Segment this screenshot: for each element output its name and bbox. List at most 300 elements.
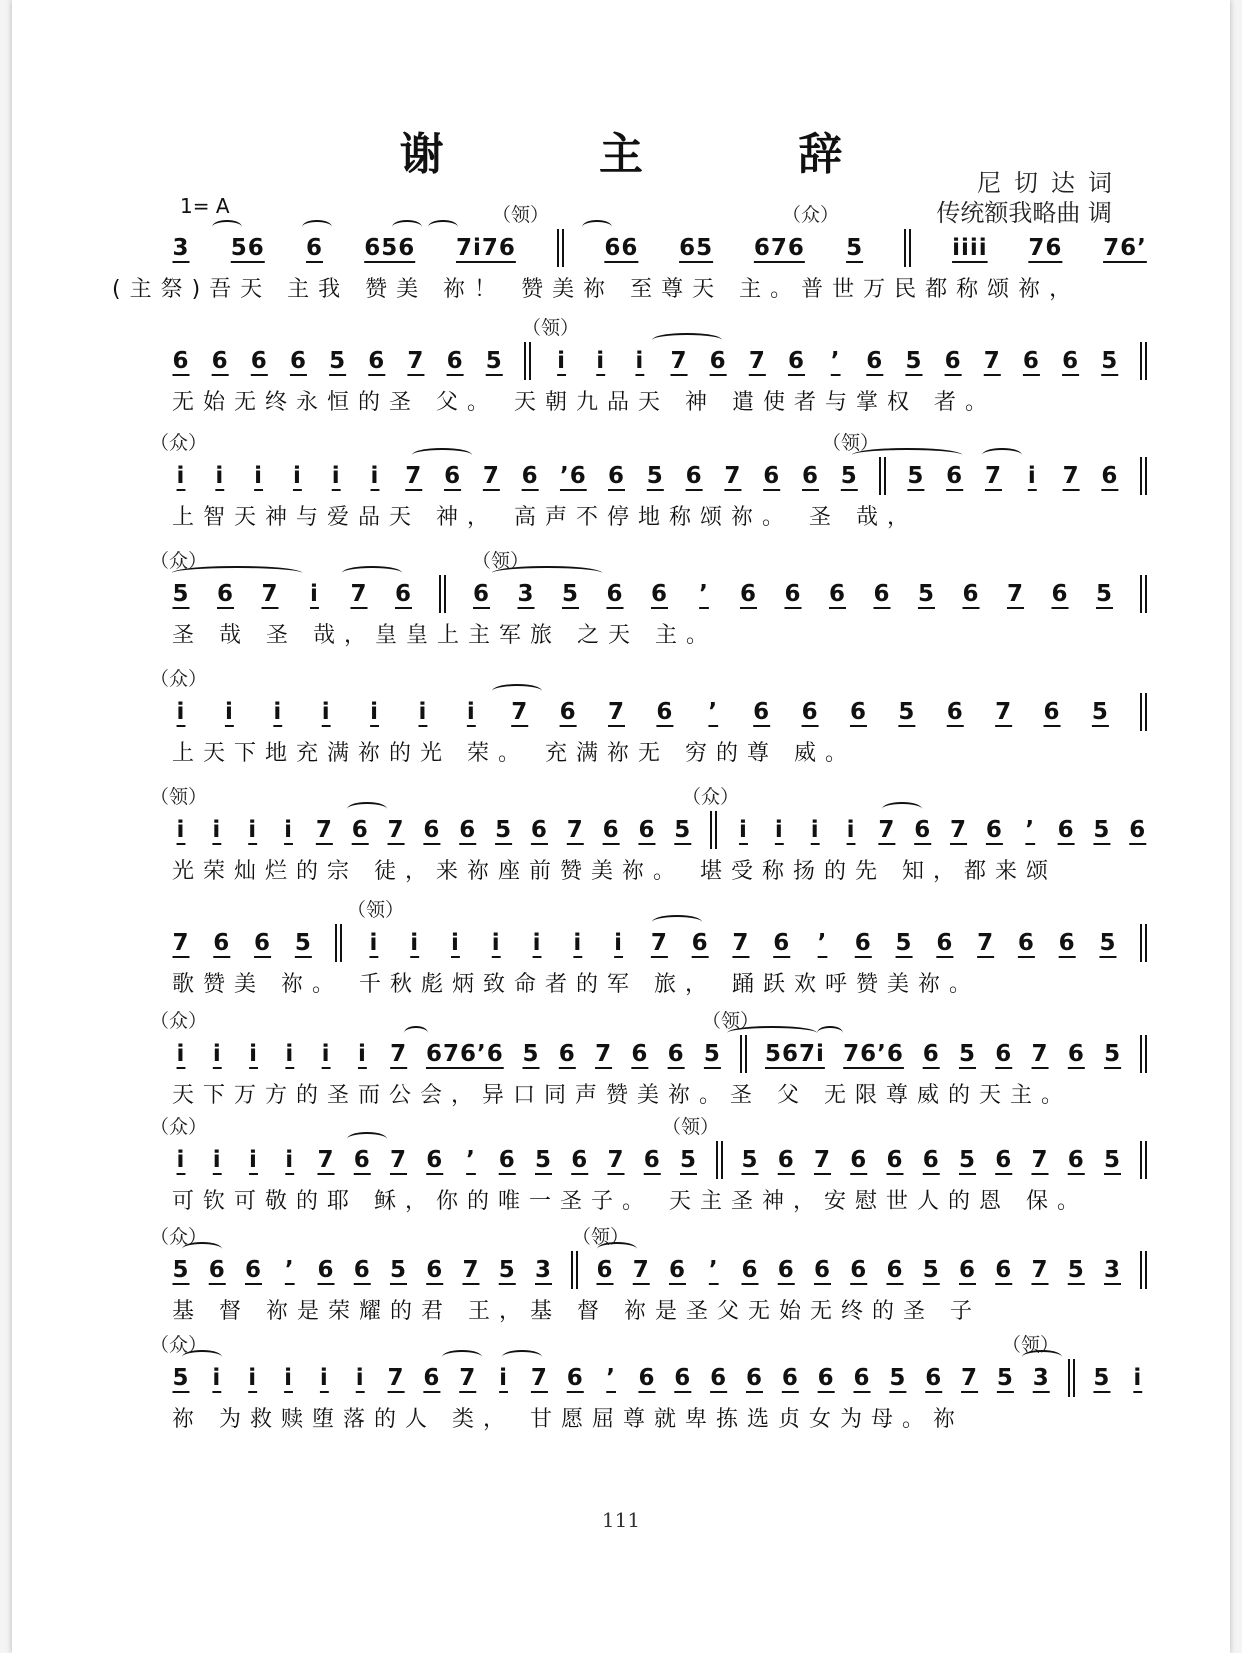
note: 6 <box>558 1041 576 1067</box>
note: 6 <box>985 817 1003 843</box>
note: 6 <box>710 1365 728 1391</box>
note: i <box>212 1147 222 1173</box>
note: i <box>212 1365 222 1391</box>
note: 5 <box>1104 1041 1122 1067</box>
note: 6 <box>753 699 771 725</box>
note: 6 <box>1129 817 1147 843</box>
note: 6 <box>995 1257 1013 1283</box>
lyricist-credit: 尼切达词 <box>977 169 1125 197</box>
note: 7 <box>732 930 750 956</box>
note: 6 <box>685 463 703 489</box>
note: 6 <box>668 1257 686 1283</box>
note: 6 <box>784 581 802 607</box>
barline <box>904 229 911 267</box>
page-number: 111 <box>601 1508 641 1532</box>
barline <box>1140 924 1147 962</box>
note: 6 <box>946 699 964 725</box>
note: 6 <box>667 1041 685 1067</box>
note: 7 <box>650 930 668 956</box>
barline <box>1140 693 1147 731</box>
score-system <box>150 782 1147 900</box>
note: 7 <box>350 581 368 607</box>
note: i <box>285 1041 295 1067</box>
note: 6 <box>423 817 441 843</box>
note: i <box>499 1365 509 1391</box>
note: 5 <box>895 930 913 956</box>
note: i <box>774 817 784 843</box>
note: i <box>451 930 460 956</box>
part-label: （领） <box>662 1116 720 1138</box>
note: i <box>321 1041 331 1067</box>
score-system <box>150 428 1147 546</box>
note: i <box>284 817 293 843</box>
part-label: （众） <box>150 1334 208 1356</box>
note: 6 <box>1101 463 1119 489</box>
barline <box>1140 1251 1147 1289</box>
note: 7 <box>670 348 688 374</box>
note: 6 <box>172 348 190 374</box>
note: i <box>466 699 476 725</box>
note: 6 <box>638 1365 656 1391</box>
note: 6 <box>739 581 757 607</box>
note: 6 <box>1017 930 1035 956</box>
note: 3 <box>1103 1257 1121 1283</box>
note: 5 <box>922 1257 940 1283</box>
note: i <box>491 930 501 956</box>
note: 6 <box>1067 1147 1085 1173</box>
note: 7 <box>608 699 626 725</box>
note: 7 <box>459 1365 477 1391</box>
lyrics-line: 可钦可敬的耶 稣，你的唯一圣子。 天主圣神，安慰世人的恩 保。 <box>172 1189 1088 1214</box>
part-label: （领） <box>150 786 208 808</box>
note: 3 <box>517 581 535 607</box>
note: 6 <box>1051 581 1069 607</box>
note: 3 <box>172 235 190 261</box>
note: i <box>284 1365 293 1391</box>
note: 7 <box>317 1147 335 1173</box>
note: 7 <box>405 463 423 489</box>
note: 6 <box>1062 348 1080 374</box>
part-label: （众） <box>682 786 740 808</box>
note: 6 <box>650 581 668 607</box>
note: 7 <box>1031 1147 1049 1173</box>
note: i <box>176 699 186 725</box>
note: 6 <box>394 581 412 607</box>
score-system <box>150 1330 1147 1448</box>
note: 5 <box>958 1147 976 1173</box>
note: i <box>248 817 258 843</box>
note: 676 <box>753 235 805 261</box>
score-system <box>150 1006 1147 1124</box>
note: 7i76 <box>455 235 516 261</box>
note: 7 <box>813 1147 831 1173</box>
note: 6 <box>745 1365 763 1391</box>
note: ’ <box>830 348 841 374</box>
note: 5 <box>1091 699 1109 725</box>
note: 6 <box>828 581 846 607</box>
score-system <box>150 1112 1147 1230</box>
note: 7 <box>961 1365 979 1391</box>
note: 6 <box>922 1147 940 1173</box>
note: 6 <box>873 581 891 607</box>
note: 5 <box>1067 1257 1085 1283</box>
notation-line <box>172 1358 1147 1398</box>
notation-line <box>172 1140 1147 1180</box>
note: 7 <box>607 1147 625 1173</box>
note: 7 <box>1006 581 1024 607</box>
lyrics-line: (主祭)吾天 主我 赞美 祢！ 赞美祢 至尊天 主。普世万民都称颂祢， <box>112 277 1081 302</box>
note: i <box>410 930 420 956</box>
note: 6 <box>608 463 626 489</box>
note: 6 <box>763 463 781 489</box>
lyrics-line: 基 督 祢是荣耀的君 王，基 督 祢是圣父无始无终的圣 子 <box>172 1299 981 1324</box>
note: 7 <box>977 930 995 956</box>
score-system <box>150 664 1147 782</box>
note: i <box>532 930 542 956</box>
note: 6 <box>944 348 962 374</box>
note: ’ <box>708 1257 719 1283</box>
note: 6 <box>213 930 231 956</box>
note: i <box>739 817 748 843</box>
note: 6 <box>426 1257 444 1283</box>
barline <box>1140 1141 1147 1179</box>
note: 656 <box>364 235 416 261</box>
note: i <box>635 348 645 374</box>
note: 6 <box>444 463 462 489</box>
note: 6 <box>368 348 386 374</box>
notation-line <box>172 228 1147 268</box>
note: 5 <box>1099 930 1117 956</box>
part-label: （领） <box>472 550 530 572</box>
note: 7 <box>1062 463 1080 489</box>
note: 5 <box>907 463 925 489</box>
note: 5 <box>498 1257 516 1283</box>
note: 5 <box>485 348 503 374</box>
part-label: （领） <box>702 1010 760 1032</box>
note: 6 <box>801 463 819 489</box>
note: 6 <box>958 1257 976 1283</box>
note: 7 <box>261 581 279 607</box>
notation-line <box>172 923 1147 963</box>
note: 6 <box>426 1147 444 1173</box>
note: 5 <box>1093 817 1111 843</box>
note: 6 <box>353 1257 371 1283</box>
note: 5 <box>172 1365 190 1391</box>
score-page <box>12 0 1230 1653</box>
part-label: （众） <box>150 668 208 690</box>
composer-credit: 传统额我略曲 调 <box>936 199 1112 227</box>
note: 6 <box>216 581 234 607</box>
note: 6 <box>995 1041 1013 1067</box>
note: 7 <box>482 463 500 489</box>
note: 6 <box>472 581 490 607</box>
note: 7 <box>530 1365 548 1391</box>
note: 7 <box>387 817 405 843</box>
note: 5 <box>522 1041 540 1067</box>
notation-line <box>172 810 1147 850</box>
note: i <box>176 463 186 489</box>
barline <box>1140 1035 1147 1073</box>
note: 6 <box>813 1257 831 1283</box>
note: 5 <box>329 348 347 374</box>
lyrics-line: 天下万方的圣而公会，异口同声赞美祢。圣 父 无限尊威的天主。 <box>172 1083 1072 1108</box>
part-label: （众） <box>150 1116 208 1138</box>
note: 7 <box>748 348 766 374</box>
note: 7 <box>1031 1257 1049 1283</box>
note: 6 <box>656 699 674 725</box>
note: i <box>596 348 606 374</box>
note: i <box>224 699 234 725</box>
note: 6 <box>498 1147 516 1173</box>
note: 676’6 <box>425 1041 504 1067</box>
note: 5 <box>996 1365 1014 1391</box>
note: 5 <box>1093 1365 1111 1391</box>
note: i <box>248 1365 258 1391</box>
notation-line <box>172 692 1147 732</box>
note: 5 <box>561 581 579 607</box>
note: 6 <box>423 1365 441 1391</box>
part-label: （众） <box>150 1010 208 1032</box>
note: 6 <box>606 581 624 607</box>
note: 7 <box>407 348 425 374</box>
note: i <box>212 1041 222 1067</box>
note: 5 <box>1101 348 1119 374</box>
note: 6 <box>853 1365 871 1391</box>
note: 5 <box>889 1365 907 1391</box>
note: 56 <box>230 235 265 261</box>
lyrics-line: 上天下地充满祢的光 荣。 充满祢无 穷的尊 威。 <box>172 741 856 766</box>
barline <box>1068 1359 1075 1397</box>
note: 6 <box>317 1257 335 1283</box>
note: 65 <box>679 235 714 261</box>
note: 6 <box>925 1365 943 1391</box>
note: 6 <box>801 699 819 725</box>
note: 7 <box>995 699 1013 725</box>
note: 7 <box>315 817 333 843</box>
lyrics-line: 圣 哉 圣 哉，皇皇上主军旅 之天 主。 <box>172 623 717 648</box>
note: i <box>357 1041 367 1067</box>
note: 6 <box>817 1365 835 1391</box>
part-label: （领） <box>822 432 880 454</box>
note: 6 <box>777 1257 795 1283</box>
note: 6 <box>566 1365 584 1391</box>
note: 5 <box>958 1041 976 1067</box>
notation-line <box>172 1250 1147 1290</box>
part-label: （众） <box>150 550 208 572</box>
barline <box>571 1251 578 1289</box>
note: 6 <box>211 348 229 374</box>
note: i <box>321 699 331 725</box>
note: 5 <box>646 463 664 489</box>
barline <box>1140 457 1147 495</box>
note: 6 <box>571 1147 589 1173</box>
note: 6 <box>886 1147 904 1173</box>
note: 6 <box>995 1147 1013 1173</box>
notation-line <box>172 341 1147 381</box>
note: i <box>215 463 225 489</box>
note: i <box>557 348 566 374</box>
note: 6 <box>849 699 867 725</box>
note: 6 <box>777 1147 795 1173</box>
notation-line <box>172 456 1147 496</box>
barline <box>710 811 717 849</box>
note: 6 <box>631 1041 649 1067</box>
barline <box>1140 342 1147 380</box>
note: ’ <box>817 930 828 956</box>
note: 6 <box>773 930 791 956</box>
note: i <box>310 581 319 607</box>
note: 6 <box>781 1365 799 1391</box>
note: i <box>1133 1365 1143 1391</box>
note: 6 <box>1022 348 1040 374</box>
note: 7 <box>878 817 896 843</box>
note: 6 <box>866 348 884 374</box>
song-title: 谢 主 辞 <box>399 129 913 180</box>
note: 6 <box>521 463 539 489</box>
note: 5 <box>1095 581 1113 607</box>
note: i <box>249 1041 258 1067</box>
barline <box>1140 575 1147 613</box>
note: 7 <box>390 1041 408 1067</box>
score-system <box>150 1222 1147 1340</box>
note: 5 <box>741 1147 759 1173</box>
barline <box>879 457 886 495</box>
note: 7 <box>387 1365 405 1391</box>
note: 7 <box>172 930 190 956</box>
note: i <box>273 699 283 725</box>
note: 5 <box>172 1257 190 1283</box>
note: 6 <box>530 817 548 843</box>
note: 5 <box>679 1147 697 1173</box>
note: 5 <box>905 348 923 374</box>
note: 6 <box>914 817 932 843</box>
note: 7 <box>983 348 1001 374</box>
part-label: （领） <box>347 899 405 921</box>
note: 3 <box>1032 1365 1050 1391</box>
score-system <box>172 313 1147 431</box>
score-system <box>150 546 1147 664</box>
barline <box>335 924 342 962</box>
note: 6 <box>353 1147 371 1173</box>
note: 6 <box>741 1257 759 1283</box>
note: i <box>292 463 302 489</box>
note: i <box>418 699 428 725</box>
note: i <box>370 699 379 725</box>
note: i <box>254 463 264 489</box>
lyrics-line: 上智天神与爱品天 神， 高声不停地称颂祢。 圣 哉， <box>172 505 918 530</box>
note: i <box>355 1365 365 1391</box>
note: 6 <box>1043 699 1061 725</box>
note: 3 <box>534 1257 552 1283</box>
note: i <box>212 817 222 843</box>
note: 7 <box>511 699 529 725</box>
barline <box>557 229 564 267</box>
note: 6 <box>305 235 323 261</box>
note: 7 <box>950 817 968 843</box>
note: 6 <box>446 348 464 374</box>
note: 6 <box>1058 930 1076 956</box>
part-label: （领） <box>1002 1334 1060 1356</box>
note: 6 <box>289 348 307 374</box>
note: 6 <box>850 1147 868 1173</box>
note: 5 <box>917 581 935 607</box>
note: 7 <box>462 1257 480 1283</box>
note: 6 <box>208 1257 226 1283</box>
note: 6 <box>674 1365 692 1391</box>
part-label: （众） <box>782 204 840 226</box>
note: 6 <box>854 930 872 956</box>
note: 6 <box>850 1257 868 1283</box>
note: 5 <box>389 1257 407 1283</box>
part-label: （领） <box>572 1226 630 1248</box>
note: 6 <box>254 930 272 956</box>
score-system <box>112 200 1147 318</box>
note: ’6 <box>559 463 587 489</box>
note: ’ <box>1025 817 1036 843</box>
note: i <box>1027 463 1037 489</box>
note: 6 <box>787 348 805 374</box>
note: 6 <box>559 699 577 725</box>
note: 5 <box>172 581 190 607</box>
note: ’ <box>466 1147 476 1173</box>
note: 6 <box>946 463 964 489</box>
barline <box>740 1035 747 1073</box>
note: 5 <box>703 1041 721 1067</box>
part-label: （领） <box>522 317 580 339</box>
note: 7 <box>389 1147 407 1173</box>
note: 6 <box>596 1257 614 1283</box>
note: ’ <box>606 1365 616 1391</box>
note: i <box>369 930 379 956</box>
note: 5 <box>534 1147 552 1173</box>
note: 6 <box>351 817 369 843</box>
note: 5 <box>674 817 692 843</box>
note: i <box>176 1041 186 1067</box>
part-label: （众） <box>150 432 208 454</box>
note: ’ <box>284 1257 295 1283</box>
note: 7 <box>566 817 584 843</box>
note: i <box>846 817 856 843</box>
note: 5 <box>495 817 513 843</box>
note: 7 <box>1031 1041 1049 1067</box>
note: 7 <box>724 463 742 489</box>
note: 7 <box>595 1041 613 1067</box>
note: 6 <box>250 348 268 374</box>
note: 6 <box>691 930 709 956</box>
note: i <box>176 817 186 843</box>
note: 76’6 <box>843 1041 904 1067</box>
lyrics-line: 祢 为救赎堕落的人 类， 甘愿屈尊就卑拣选贞女为母。祢 <box>172 1407 964 1432</box>
note: i <box>285 1147 295 1173</box>
note: 6 <box>638 817 656 843</box>
note: 6 <box>709 348 727 374</box>
note: i <box>249 1147 258 1173</box>
note: 5 <box>846 235 864 261</box>
note: 6 <box>602 817 620 843</box>
note: iiii <box>952 235 988 261</box>
part-label: （领） <box>492 204 550 226</box>
notation-line <box>172 1034 1147 1074</box>
note: 7 <box>984 463 1002 489</box>
note: 5 <box>1103 1147 1121 1173</box>
note: 6 <box>643 1147 661 1173</box>
lyrics-line: 光荣灿烂的宗 徒，来祢座前赞美祢。 堪受称扬的先 知，都来颂 <box>172 859 1057 884</box>
note: 6 <box>936 930 954 956</box>
note: i <box>176 1147 186 1173</box>
note: 6 <box>1057 817 1075 843</box>
note: i <box>331 463 341 489</box>
note: 567i <box>764 1041 825 1067</box>
